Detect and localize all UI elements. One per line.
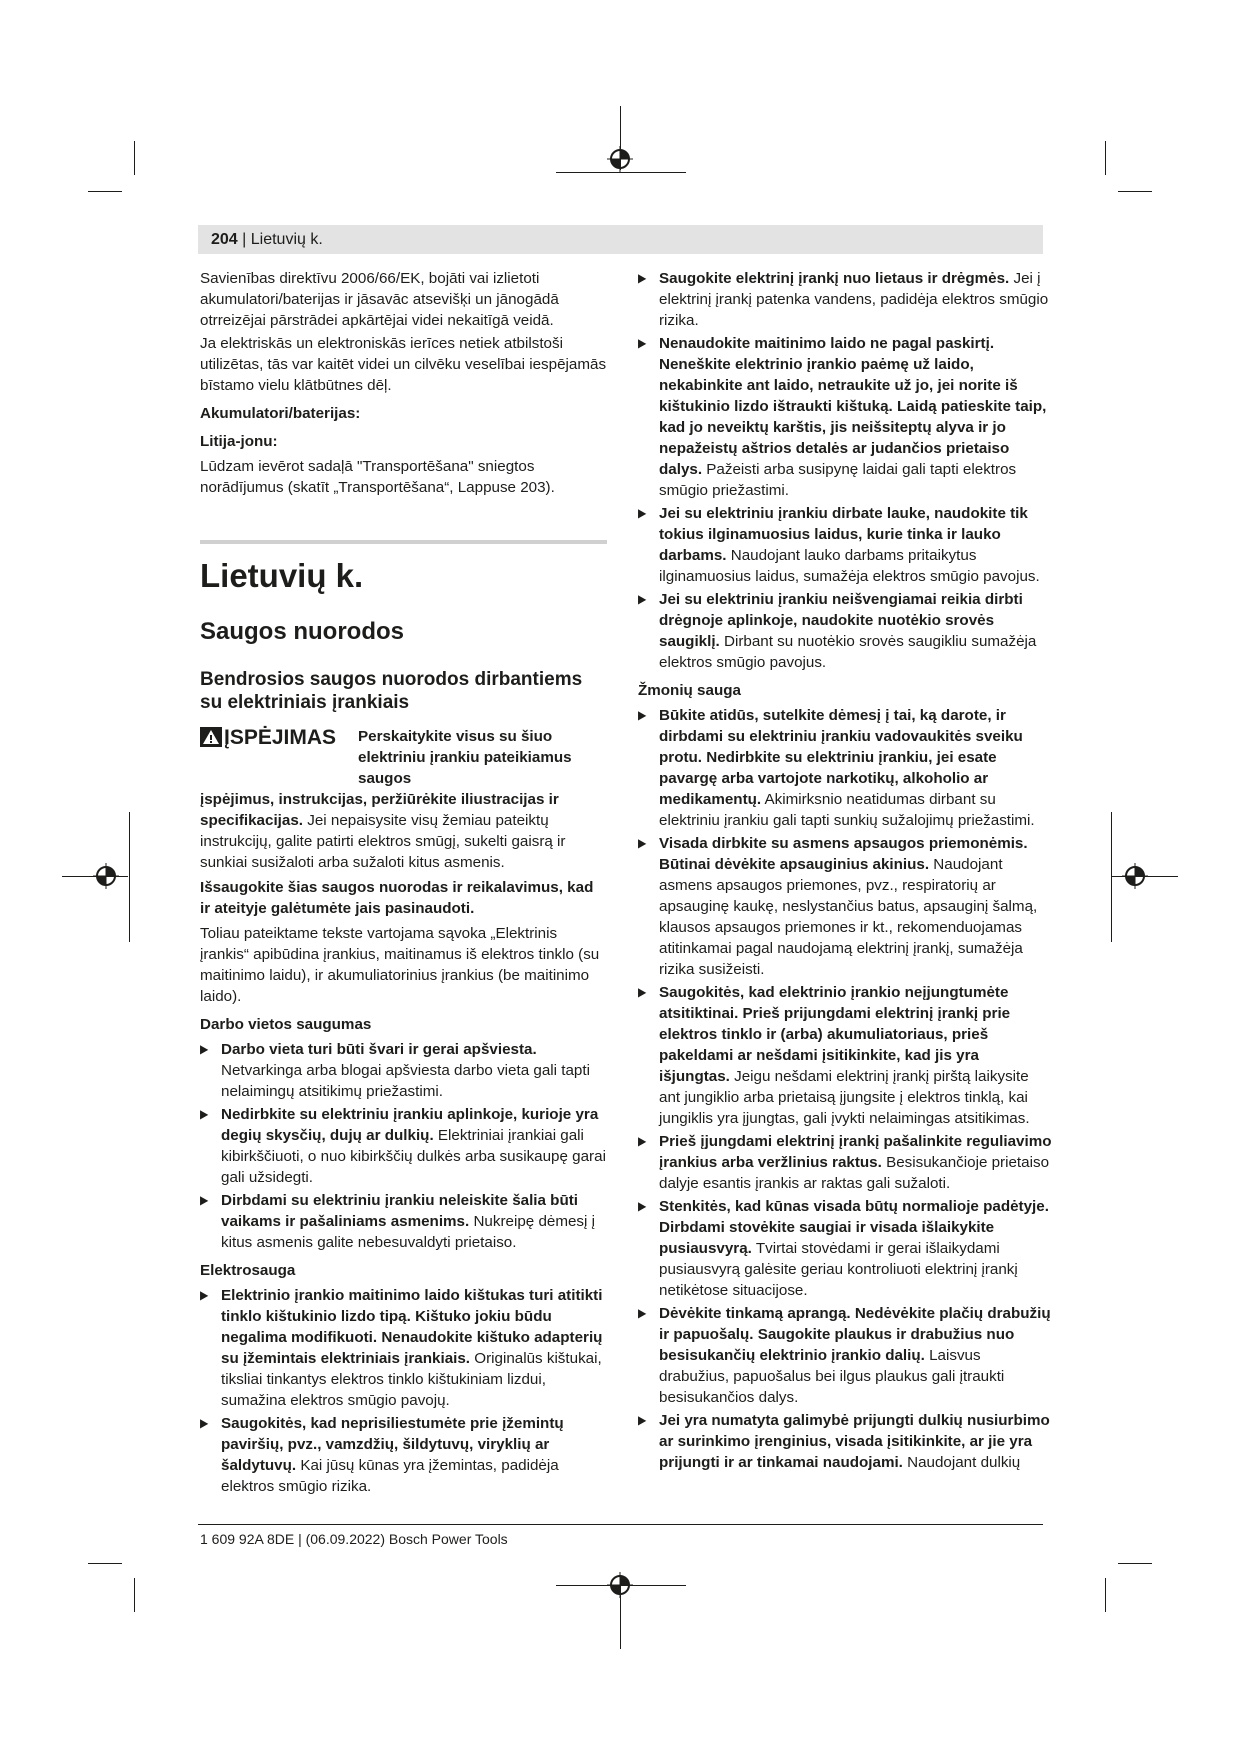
bullet-arrow-icon: ▶ [638, 1306, 647, 1320]
list-item [638, 982, 1053, 1129]
warning-bold-2: įspėjimus, instrukcijas, peržiūrėkite iliustracijas ir specifikacijas. [200, 791, 559, 829]
bullet-arrow-icon: ▶ [200, 1193, 209, 1207]
list-item [638, 333, 1053, 501]
bullet-arrow-icon: ▶ [638, 1199, 647, 1213]
keep-notice: Išsaugokite šias saugos nuorodas ir reikalavimus, kad ir ateityje galėtumėte jais pasinaudoti. [200, 879, 594, 917]
item-bold: Jei su elektriniu įrankiu dirbate lauke, naudokite tik tokius ilginamuosius laidus, kurie tinka ir lauko darbams. [659, 505, 1028, 564]
battery-subheading: Litija-jonu: [200, 433, 278, 450]
intro-paragraphs [200, 268, 607, 396]
bullet-arrow-icon: ▶ [638, 336, 647, 350]
bullet-arrow-icon: ▶ [200, 1107, 209, 1121]
list-item [638, 1131, 1053, 1194]
work-area-heading: Darbo vietos saugumas [200, 1016, 372, 1033]
page-footer: 1 609 92A 8DE | (06.09.2022) Bosch Power Tools [200, 1531, 508, 1547]
item-bold: Visada dirbkite su asmens apsaugos priemonėmis. Būtinai dėvėkite apsauginius akinius. [659, 835, 1028, 873]
item-text: Netvarkinga arba blogai apšviesta darbo vieta gali tapti nelaimingų atsitikimų priežastimi. [221, 1062, 590, 1100]
paragraph: Savienības direktīvu 2006/66/EK, bojāti vai izlietoti akumulatori/baterijas ir jāsavāc atsevišķi un jānogādā otrreizējai pārstrādei apkārtējai videi nekaitīgā veidā. [200, 270, 559, 329]
page-title: Lietuvių k. [200, 557, 364, 594]
item-bold: Būkite atidūs, sutelkite dėmesį į tai, ką darote, ir dirbdami su elektriniu įrankiu vadovaukitės sveiku protu. Nedirbkite su elektriniu įrankiu, jei esate pavargę arba vartojote narkotikų, alkoholio ar medikamentų. [659, 707, 1023, 808]
bullet-arrow-icon: ▶ [638, 271, 647, 285]
personal-heading: Žmonių sauga [638, 682, 741, 699]
crop-mark [134, 1578, 135, 1612]
bullet-arrow-icon: ▶ [638, 836, 647, 850]
warning-block [200, 726, 607, 873]
item-text: Laisvus drabužius, papuošalus bei ilgus plaukus gali įtraukti besisukančios dalys. [659, 1347, 1005, 1406]
item-bold: Nenaudokite maitinimo laido ne pagal paskirtį. Neneškite elektrinio įrankio paėmę už laido, nekabinkite ant laido, netraukite už jo, jei norite iš kištukinio lizdo ištraukti kištuką. Laidą patieskite taip, kad jo neveiktų karštis, jis neišsiteptų alyva ir jo nepažeistų aštrios detalės ar judančios prietaiso dalys. [659, 335, 1047, 478]
item-text: Nukreipę dėmesį į kitus asmenis galite nebesuvaldyti prietaiso. [221, 1213, 595, 1251]
left-column [200, 268, 607, 1499]
item-bold: Stenkitės, kad kūnas visada būtų normalioje padėtyje. Dirbdami stovėkite saugiai ir visada išlaikykite pusiausvyrą. [659, 1198, 1049, 1257]
section-divider [200, 540, 607, 544]
battery-heading: Akumulatori/baterijas: [200, 405, 361, 422]
list-item [638, 1196, 1053, 1301]
item-bold: Saugokitės, kad elektrinio įrankio neįjungtumėte atsitiktinai. Prieš prijungdami elektrinį įrankį prie elektros tinklo ir (arba) akumuliatoriaus, prieš pakeldami ar nešdami įsitikinkite, kad jis yra išjungtas. [659, 984, 1011, 1085]
item-bold: Nedirbkite su elektriniu įrankiu aplinkoje, kurioje yra degių skysčių, dujų ar dulkių. [221, 1106, 599, 1144]
crop-mark [134, 141, 135, 175]
bullet-arrow-icon: ▶ [638, 592, 647, 606]
list-item [200, 1039, 607, 1102]
bullet-arrow-icon: ▶ [638, 1134, 647, 1148]
section-title: Saugos nuorodos [200, 618, 404, 645]
item-text: Jei į elektrinį įrankį patenka vandens, padidėja elektros smūgio rizika. [659, 270, 1049, 329]
item-bold: Jei su elektriniu įrankiu neišvengiamai reikia dirbti drėgnoje aplinkoje, naudokite nuotėkio srovės saugiklį. [659, 591, 1023, 650]
crop-mark [1105, 1578, 1106, 1612]
registration-line [1111, 812, 1112, 942]
warning-normal: Jei nepaisysite visų žemiau pateiktų instrukcijų, galite patirti elektros smūgį, sukelti gaisrą ir sunkiai susižaloti arba sužaloti kitus asmenis. [200, 812, 566, 871]
crop-mark [1118, 191, 1152, 192]
term-notice: Toliau pateiktame tekste vartojama sąvoka „Elektrinis įrankis“ apibūdina įrankius, maitinamus iš elektros tinklo (su maitinimo laidu), ir akumuliatorinius įrankius (be maitinimo laido). [200, 925, 600, 1005]
paragraph: Ja elektriskās un elektroniskās ierīces netiek atbilstoši utilizētas, tās var kaitēt videi un cilvēku veselībai iespējamās bīstamo vielu klātbūtnes dēļ. [200, 335, 607, 394]
warning-label [200, 726, 358, 750]
right-column [638, 268, 1053, 1475]
registration-line [556, 172, 686, 173]
bullet-arrow-icon: ▶ [200, 1042, 209, 1056]
crop-mark [1105, 141, 1106, 175]
electrical-heading: Elektrosauga [200, 1262, 296, 1279]
item-bold: Dirbdami su elektriniu įrankiu neleiskite šalia būti vaikams ir pašaliniams asmenims. [221, 1192, 579, 1230]
bullet-arrow-icon: ▶ [638, 506, 647, 520]
item-text: Jeigu nešdami elektrinį įrankį pirštą laikysite ant jungiklio arba prietaisą įjungsite į elektros tinklą, kai jungiklis yra įjungtas, gali įvykti nelaimingas atsitikimas. [659, 1068, 1030, 1127]
item-bold: Jei yra numatyta galimybė prijungti dulkių nusiurbimo ar surinkimo įrenginius, visada įsitikinkite, ar jie yra prijungti ir ar tinkamai naudojami. [659, 1412, 1050, 1471]
list-item [638, 503, 1053, 587]
item-bold: Darbo vieta turi būti švari ir gerai apšviesta. [221, 1041, 537, 1058]
bullet-arrow-icon: ▶ [200, 1288, 209, 1302]
registration-mark-icon [93, 863, 119, 889]
registration-mark-icon [607, 1572, 633, 1598]
list-item [638, 1303, 1053, 1408]
list-item [200, 1190, 607, 1253]
item-bold: Saugokitės, kad neprisiliestumėte prie įžemintų paviršių, pvz., vamzdžių, šildytuvų, viryklių ar šaldytuvų. [221, 1415, 564, 1474]
header-language: Lietuvių k. [250, 231, 323, 248]
item-text: Naudojant asmens apsaugos priemones, pvz., respiratorių ar apsauginę kaukę, neslystančius batus, apsauginį šalmą, klausos apsaugos priemones ir kt., rekomenduojamas atitinkamai pagal naudojamą elektrinį įrankį, sumažėja rizika susižeisti. [659, 856, 1038, 978]
list-item [638, 833, 1053, 980]
item-text: Tvirtai stovėdami ir gerai išlaikydami pusiausvyrą galėsite geriau kontroliuoti elektrinį įrankį netikėtose situacijose. [659, 1240, 1018, 1299]
battery-text: Lūdzam ievērot sadaļā "Transportēšana" sniegtos norādījumus (skatīt „Transportēšana“, Lappuse 203). [200, 458, 555, 496]
warning-word: ĮSPĖJIMAS [224, 726, 337, 749]
page-number: 204 [211, 231, 238, 248]
crop-mark [88, 191, 122, 192]
list-item [638, 705, 1053, 831]
list-item [200, 1413, 607, 1497]
item-text: Akimirksnio neatidumas dirbant su elektriniu įrankiu gali tapti sunkių sužalojimų priežastimi. [659, 791, 1035, 829]
page-header [198, 225, 1043, 254]
bullet-arrow-icon: ▶ [638, 985, 647, 999]
warning-triangle-icon [200, 727, 222, 747]
list-item [638, 589, 1053, 673]
bullet-arrow-icon: ▶ [638, 1413, 647, 1427]
crop-mark [1118, 1563, 1152, 1564]
item-text: Pažeisti arba susipynę laidai gali tapti elektros smūgio priežastimi. [659, 461, 1017, 499]
item-text: Besisukančioje prietaiso dalyje esantis įrankis ar raktas gali sužaloti. [659, 1154, 1050, 1192]
list-item [638, 1410, 1053, 1473]
item-text: Elektriniai įrankiai gali kibirkščiuoti, o nuo kibirkščių dulkės arba susikaupę garai gali užsidegti. [221, 1127, 606, 1186]
registration-mark-icon [607, 146, 633, 172]
item-text: Naudojant dulkių [902, 1454, 1021, 1471]
item-text: Kai jūsų kūnas yra įžemintas, padidėja elektros smūgio rizika. [221, 1457, 559, 1495]
item-bold: Prieš įjungdami elektrinį įrankį pašalinkite reguliavimo įrankius arba veržlinius raktus. [659, 1133, 1052, 1171]
subsection-title: Bendrosios saugos nuorodos dirbantiems su elektriniais įrankiais [200, 669, 583, 713]
registration-mark-icon [1122, 863, 1148, 889]
bullet-arrow-icon: ▶ [200, 1416, 209, 1430]
item-bold: Dėvėkite tinkamą aprangą. Nedėvėkite plačių drabužių ir papuošalų. Saugokite plaukus ir drabužius nuo besisukančių elektrinio įrankio dalių. [659, 1305, 1051, 1364]
list-item [200, 1285, 607, 1411]
item-bold: Elektrinio įrankio maitinimo laido kištukas turi atitikti tinklo kištukinio lizdo tipą. Kištuko jokiu būdu negalima modifikuoti. Nenaudokite kištuko adapterių su įžemintais elektriniais įrankiais. [221, 1287, 603, 1367]
list-item [200, 1104, 607, 1188]
header-separator: | [237, 231, 251, 248]
list-item [638, 268, 1053, 331]
footer-divider [198, 1524, 1043, 1525]
item-text: Naudojant lauko darbams pritaikytus ilginamuosius laidus, sumažėja elektros smūgio pavojus. [659, 547, 1040, 585]
item-bold: Saugokite elektrinį įrankį nuo lietaus ir drėgmės. [659, 270, 1010, 287]
warning-bold-1: Perskaitykite visus su šiuo elektriniu įrankiu pateikiamus saugos [358, 728, 572, 787]
crop-mark [88, 1563, 122, 1564]
item-text: Originalūs kištukai, tiksliai tinkantys elektros tinklo kištukiniam lizdui, sumažina elektros smūgio pavojų. [221, 1350, 602, 1409]
bullet-arrow-icon: ▶ [638, 708, 647, 722]
registration-line [129, 812, 130, 942]
item-text: Dirbant su nuotėkio srovės saugikliu sumažėja elektros smūgio pavojus. [659, 633, 1037, 671]
